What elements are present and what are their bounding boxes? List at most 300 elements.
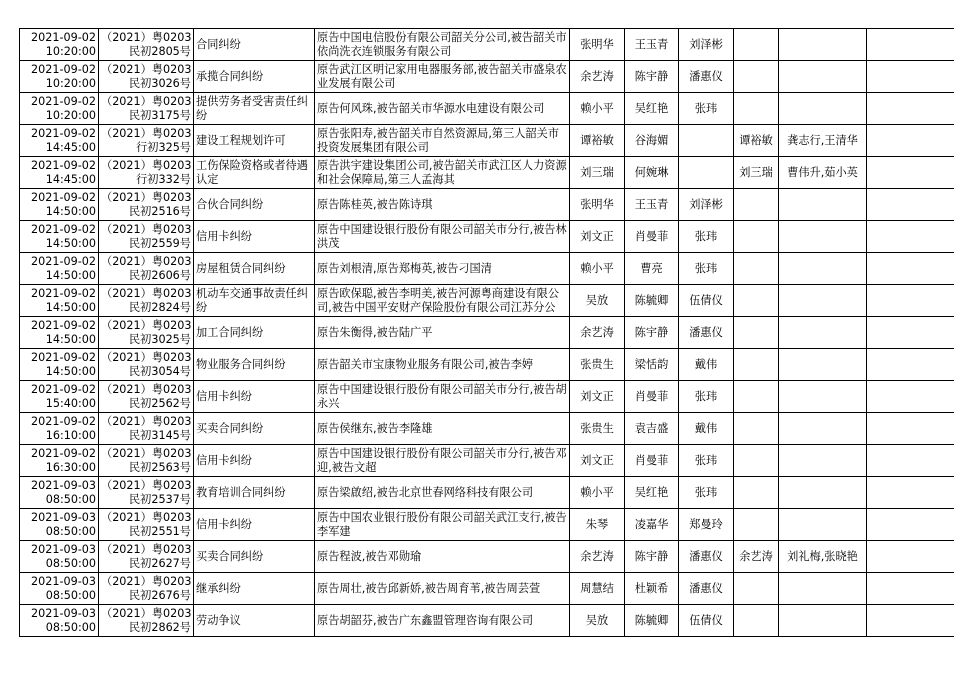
hearing-time: 14:50:00	[45, 204, 96, 218]
case-cause-cell	[194, 189, 315, 221]
judge-assistant-cell	[679, 317, 734, 349]
parties-text: 原告中国农业银行股份有限公司韶关武江支行,被告李军建	[317, 510, 567, 538]
judge-assistant-cell	[679, 157, 734, 189]
presiding-judge: 张明华	[580, 37, 614, 51]
parties-cell	[315, 253, 570, 285]
case-cause-cell	[194, 573, 315, 605]
presiding-judge: 赖小平	[580, 101, 614, 115]
case-cause: 信用卡纠纷	[196, 517, 252, 531]
extra-column-2-cell	[779, 157, 867, 189]
court-clerk-cell	[625, 285, 679, 317]
case-cause: 加工合同纠纷	[196, 325, 264, 339]
parties-cell	[315, 605, 570, 637]
hearing-time: 08:50:00	[45, 556, 96, 570]
judge-assistant-cell	[679, 61, 734, 93]
case-number-prefix: （2021）粤0203	[101, 446, 192, 460]
hearing-datetime-cell	[20, 93, 99, 125]
hearing-datetime-cell	[20, 189, 99, 221]
case-number-prefix: （2021）粤0203	[101, 286, 192, 300]
case-number-suffix: 民初2627号	[128, 556, 191, 570]
case-number-suffix: 民初3026号	[128, 76, 191, 90]
case-number-suffix: 民初2563号	[128, 460, 191, 474]
hearing-datetime-cell	[20, 285, 99, 317]
judge-assistant: 张玮	[694, 229, 718, 243]
parties-cell	[315, 477, 570, 509]
case-number-suffix: 民初3175号	[128, 108, 191, 122]
presiding-judge: 赖小平	[580, 485, 614, 499]
hearing-datetime-cell	[20, 541, 99, 573]
presiding-judge: 张贵生	[580, 421, 614, 435]
hearing-datetime-cell	[20, 125, 99, 157]
case-number-cell	[99, 253, 194, 285]
hearing-datetime-cell	[20, 445, 99, 477]
extra-column-2-cell	[779, 573, 867, 605]
hearing-time: 14:45:00	[45, 140, 96, 154]
judge-assistant: 张玮	[694, 101, 718, 115]
extra-column-1-cell	[734, 253, 779, 285]
table-row	[20, 29, 954, 61]
extra-column-3-cell	[867, 381, 954, 413]
court-clerk: 谷海媚	[634, 133, 669, 147]
case-number-cell	[99, 125, 194, 157]
case-number-cell	[99, 477, 194, 509]
extra-column-1-cell	[734, 509, 779, 541]
case-number-cell	[99, 317, 194, 349]
court-clerk-cell	[625, 189, 679, 221]
court-clerk-cell	[625, 381, 679, 413]
hearing-date: 2021-09-03	[30, 606, 96, 620]
case-number-suffix: 民初3145号	[128, 428, 191, 442]
court-clerk-cell	[625, 477, 679, 509]
court-clerk: 曹亮	[640, 261, 663, 275]
case-cause-cell	[194, 125, 315, 157]
judge-assistant: 郑曼玲	[689, 517, 723, 531]
judge-assistant-cell	[679, 605, 734, 637]
extra-column-3-cell	[867, 29, 954, 61]
court-clerk-cell	[625, 413, 679, 445]
extra-column-1-cell	[734, 285, 779, 317]
hearing-datetime-cell	[20, 413, 99, 445]
case-number-prefix: （2021）粤0203	[101, 126, 192, 140]
case-cause: 买卖合同纠纷	[196, 549, 264, 563]
judge-assistant: 张玮	[694, 261, 718, 275]
case-cause: 提供劳务者受害责任纠纷	[196, 94, 308, 122]
extra-column-1-cell	[734, 93, 779, 125]
presiding-judge: 余艺涛	[580, 549, 614, 563]
court-clerk: 王玉青	[634, 37, 669, 51]
case-cause-cell	[194, 253, 315, 285]
court-clerk-cell	[625, 157, 679, 189]
table-row	[20, 413, 954, 445]
hearing-time: 10:20:00	[45, 108, 96, 122]
case-number-prefix: （2021）粤0203	[101, 382, 192, 396]
hearing-datetime-cell	[20, 477, 99, 509]
case-number-cell	[99, 29, 194, 61]
extra-column-3-cell	[867, 285, 954, 317]
hearing-date: 2021-09-02	[30, 382, 96, 396]
hearing-date: 2021-09-02	[30, 30, 96, 44]
court-clerk: 陈宇静	[634, 325, 669, 339]
judge-assistant: 潘惠仪	[689, 581, 723, 595]
judge-assistant-cell	[679, 221, 734, 253]
case-cause: 买卖合同纠纷	[196, 421, 264, 435]
presiding-judge: 谭裕敏	[580, 133, 614, 147]
parties-cell	[315, 189, 570, 221]
judge-assistant-cell	[679, 573, 734, 605]
case-number-prefix: （2021）粤0203	[101, 414, 192, 428]
case-number-suffix: 民初3025号	[128, 332, 191, 346]
parties-text: 原告何风珠,被告韶关市华源水电建设有限公司	[317, 101, 545, 115]
parties-cell	[315, 573, 570, 605]
case-number-prefix: （2021）粤0203	[101, 542, 192, 556]
table-row	[20, 221, 954, 253]
court-clerk: 何婉琳	[634, 165, 669, 179]
presiding-judge-cell	[570, 381, 625, 413]
parties-text: 原告洪宇建设集团公司,被告韶关市武江区人力资源和社会保障局,第三人孟海其	[317, 158, 567, 186]
extra-column-1-cell	[734, 61, 779, 93]
judge-assistant-cell	[679, 381, 734, 413]
hearing-time: 08:50:00	[45, 588, 96, 602]
extra-column-2-cell	[779, 349, 867, 381]
extra-column-1: 谭裕敏	[739, 133, 773, 147]
extra-column-1-cell	[734, 221, 779, 253]
hearing-time: 10:20:00	[45, 76, 96, 90]
judge-assistant-cell	[679, 509, 734, 541]
hearing-date: 2021-09-02	[30, 414, 96, 428]
case-number-cell	[99, 61, 194, 93]
case-number-suffix: 民初2676号	[128, 588, 191, 602]
judge-assistant: 戴伟	[694, 357, 718, 371]
parties-text: 原告韶关市宝康物业服务有限公司,被告李婷	[317, 357, 534, 371]
hearing-date: 2021-09-03	[30, 574, 96, 588]
extra-column-3-cell	[867, 189, 954, 221]
hearing-time: 16:10:00	[45, 428, 96, 442]
presiding-judge: 吴放	[585, 293, 609, 307]
extra-column-3-cell	[867, 477, 954, 509]
court-clerk-cell	[625, 221, 679, 253]
hearing-date: 2021-09-02	[30, 190, 96, 204]
court-clerk-cell	[625, 573, 679, 605]
table-row	[20, 381, 954, 413]
case-number-cell	[99, 541, 194, 573]
extra-column-3-cell	[867, 509, 954, 541]
presiding-judge: 赖小平	[580, 261, 614, 275]
judge-assistant-cell	[679, 349, 734, 381]
extra-column-2-cell	[779, 477, 867, 509]
court-clerk: 杜颖希	[634, 581, 669, 595]
presiding-judge-cell	[570, 477, 625, 509]
case-cause: 承揽合同纠纷	[196, 69, 264, 83]
case-number-cell	[99, 445, 194, 477]
parties-cell	[315, 413, 570, 445]
presiding-judge-cell	[570, 157, 625, 189]
presiding-judge-cell	[570, 413, 625, 445]
case-cause-cell	[194, 285, 315, 317]
case-number-suffix: 民初2537号	[128, 492, 191, 506]
extra-column-2-cell	[779, 381, 867, 413]
court-clerk-cell	[625, 509, 679, 541]
extra-column-3-cell	[867, 221, 954, 253]
hearing-datetime-cell	[20, 605, 99, 637]
court-clerk-cell	[625, 349, 679, 381]
extra-column-2-cell	[779, 221, 867, 253]
presiding-judge: 余艺涛	[580, 69, 614, 83]
table-row	[20, 349, 954, 381]
case-number-cell	[99, 285, 194, 317]
court-schedule-table	[19, 28, 954, 637]
hearing-time: 08:50:00	[45, 524, 96, 538]
case-cause-cell	[194, 509, 315, 541]
judge-assistant: 潘惠仪	[689, 325, 723, 339]
parties-cell	[315, 541, 570, 573]
extra-column-1-cell	[734, 317, 779, 349]
presiding-judge-cell	[570, 61, 625, 93]
presiding-judge-cell	[570, 29, 625, 61]
presiding-judge: 刘文正	[580, 453, 614, 467]
case-number-suffix: 民初2559号	[128, 236, 191, 250]
presiding-judge-cell	[570, 285, 625, 317]
extra-column-1-cell	[734, 381, 779, 413]
presiding-judge-cell	[570, 221, 625, 253]
hearing-date: 2021-09-02	[30, 62, 96, 76]
case-number-suffix: 民初2516号	[128, 204, 191, 218]
hearing-datetime-cell	[20, 157, 99, 189]
table-row	[20, 253, 954, 285]
court-clerk-cell	[625, 605, 679, 637]
hearing-datetime-cell	[20, 253, 99, 285]
extra-column-1-cell	[734, 29, 779, 61]
judge-assistant: 张玮	[694, 389, 718, 403]
case-cause: 房屋租赁合同纠纷	[196, 261, 286, 275]
presiding-judge-cell	[570, 253, 625, 285]
extra-column-3-cell	[867, 61, 954, 93]
hearing-date: 2021-09-02	[30, 94, 96, 108]
extra-column-1-cell	[734, 605, 779, 637]
case-cause: 信用卡纠纷	[196, 389, 252, 403]
presiding-judge-cell	[570, 189, 625, 221]
presiding-judge: 刘文正	[580, 229, 614, 243]
extra-column-1: 刘三瑞	[739, 165, 773, 179]
parties-text: 原告欧保聪,被告李明美,被告河源粤商建设有限公司,被告中国平安财产保险股份有限公司江苏分公	[317, 286, 560, 314]
parties-text: 原告武江区明记家用电器服务部,被告韶关市盛泉农业发展有限公司	[317, 62, 567, 90]
judge-assistant: 张玮	[694, 485, 718, 499]
hearing-date: 2021-09-02	[30, 254, 96, 268]
case-cause-cell	[194, 477, 315, 509]
extra-column-1-cell	[734, 189, 779, 221]
court-clerk: 陈宇静	[634, 69, 669, 83]
extra-column-3-cell	[867, 157, 954, 189]
hearing-time: 14:50:00	[45, 364, 96, 378]
table-row	[20, 157, 954, 189]
case-number-suffix: 民初2805号	[128, 44, 191, 58]
case-number-prefix: （2021）粤0203	[101, 222, 192, 236]
hearing-datetime-cell	[20, 221, 99, 253]
case-cause-cell	[194, 29, 315, 61]
presiding-judge-cell	[570, 509, 625, 541]
case-number-suffix: 民初2551号	[128, 524, 191, 538]
extra-column-2-cell	[779, 445, 867, 477]
extra-column-3-cell	[867, 317, 954, 349]
table-row	[20, 93, 954, 125]
case-number-cell	[99, 509, 194, 541]
hearing-date: 2021-09-02	[30, 318, 96, 332]
table-row	[20, 189, 954, 221]
extra-column-3-cell	[867, 349, 954, 381]
extra-column-2: 曹伟升,茹小英	[787, 165, 858, 179]
parties-text: 原告中国建设银行股份有限公司韶关市分行,被告邓迎,被告文超	[317, 446, 567, 474]
table-row	[20, 317, 954, 349]
extra-column-2-cell	[779, 541, 867, 573]
case-number-suffix: 行初332号	[136, 172, 191, 186]
case-cause-cell	[194, 221, 315, 253]
case-number-suffix: 民初2562号	[128, 396, 191, 410]
hearing-datetime-cell	[20, 317, 99, 349]
extra-column-2-cell	[779, 29, 867, 61]
parties-cell	[315, 349, 570, 381]
case-number-cell	[99, 605, 194, 637]
court-clerk: 陈毓卿	[634, 293, 669, 307]
presiding-judge: 张明华	[580, 197, 614, 211]
parties-cell	[315, 221, 570, 253]
presiding-judge-cell	[570, 317, 625, 349]
case-number-prefix: （2021）粤0203	[101, 62, 192, 76]
hearing-date: 2021-09-02	[30, 222, 96, 236]
case-number-suffix: 民初2606号	[128, 268, 191, 282]
case-number-cell	[99, 381, 194, 413]
court-clerk: 凌嘉华	[634, 517, 669, 531]
presiding-judge-cell	[570, 93, 625, 125]
case-cause-cell	[194, 413, 315, 445]
extra-column-2-cell	[779, 605, 867, 637]
judge-assistant: 潘惠仪	[689, 549, 723, 563]
court-clerk-cell	[625, 445, 679, 477]
table-row	[20, 61, 954, 93]
presiding-judge: 周慧结	[580, 581, 614, 595]
extra-column-3-cell	[867, 605, 954, 637]
judge-assistant-cell	[679, 93, 734, 125]
case-cause-cell	[194, 157, 315, 189]
parties-cell	[315, 317, 570, 349]
extra-column-3-cell	[867, 445, 954, 477]
court-clerk: 吴红艳	[634, 485, 669, 499]
hearing-time: 14:50:00	[45, 300, 96, 314]
case-number-cell	[99, 413, 194, 445]
court-clerk-cell	[625, 61, 679, 93]
case-number-cell	[99, 93, 194, 125]
case-number-cell	[99, 157, 194, 189]
table-row	[20, 605, 954, 637]
judge-assistant: 伍倩仪	[689, 293, 723, 307]
judge-assistant-cell	[679, 189, 734, 221]
case-cause-cell	[194, 93, 315, 125]
judge-assistant: 伍倩仪	[689, 613, 723, 627]
parties-text: 原告朱衡得,被告陆广平	[317, 325, 433, 339]
court-clerk: 吴红艳	[634, 101, 669, 115]
judge-assistant: 刘泽彬	[689, 197, 723, 211]
extra-column-1: 余艺涛	[739, 549, 773, 563]
case-cause: 合同纠纷	[196, 37, 241, 51]
table-row	[20, 573, 954, 605]
case-cause: 机动车交通事故责任纠纷	[196, 286, 308, 314]
table-row	[20, 541, 954, 573]
court-clerk-cell	[625, 541, 679, 573]
table-row	[20, 285, 954, 317]
parties-text: 原告周壮,被告邱新娇,被告周育苇,被告周芸萱	[317, 581, 541, 595]
case-number-prefix: （2021）粤0203	[101, 94, 192, 108]
case-number-prefix: （2021）粤0203	[101, 510, 192, 524]
case-cause: 合伙合同纠纷	[196, 197, 264, 211]
extra-column-2-cell	[779, 317, 867, 349]
extra-column-3-cell	[867, 253, 954, 285]
extra-column-2: 龚志行,王清华	[787, 133, 858, 147]
parties-cell	[315, 93, 570, 125]
judge-assistant-cell	[679, 541, 734, 573]
parties-cell	[315, 61, 570, 93]
case-number-prefix: （2021）粤0203	[101, 30, 192, 44]
table-row	[20, 477, 954, 509]
hearing-datetime-cell	[20, 349, 99, 381]
judge-assistant: 刘泽彬	[689, 37, 723, 51]
court-clerk: 王玉青	[634, 197, 669, 211]
parties-cell	[315, 381, 570, 413]
case-number-cell	[99, 349, 194, 381]
hearing-date: 2021-09-03	[30, 478, 96, 492]
parties-cell	[315, 285, 570, 317]
court-clerk-cell	[625, 253, 679, 285]
judge-assistant: 戴伟	[694, 421, 718, 435]
case-cause-cell	[194, 605, 315, 637]
hearing-time: 08:50:00	[45, 620, 96, 634]
presiding-judge: 刘三瑞	[580, 165, 614, 179]
case-number-prefix: （2021）粤0203	[101, 574, 192, 588]
judge-assistant-cell	[679, 445, 734, 477]
case-cause: 建设工程规划许可	[196, 133, 286, 147]
parties-text: 原告侯继东,被告李隆雄	[317, 421, 433, 435]
case-cause: 继承纠纷	[196, 581, 241, 595]
case-cause-cell	[194, 349, 315, 381]
court-clerk-cell	[625, 125, 679, 157]
parties-text: 原告胡韶芬,被告广东鑫盟管理咨询有限公司	[317, 613, 534, 627]
case-number-suffix: 民初2862号	[128, 620, 191, 634]
extra-column-1-cell	[734, 573, 779, 605]
parties-cell	[315, 445, 570, 477]
hearing-date: 2021-09-02	[30, 158, 96, 172]
hearing-date: 2021-09-03	[30, 542, 96, 556]
extra-column-2-cell	[779, 509, 867, 541]
extra-column-2-cell	[779, 93, 867, 125]
case-cause: 信用卡纠纷	[196, 229, 252, 243]
hearing-time: 14:50:00	[45, 268, 96, 282]
court-clerk: 陈宇静	[634, 549, 669, 563]
parties-text: 原告刘根清,原告郑梅英,被告刁国清	[317, 261, 492, 275]
presiding-judge: 吴放	[585, 613, 609, 627]
parties-cell	[315, 157, 570, 189]
judge-assistant-cell	[679, 29, 734, 61]
case-number-prefix: （2021）粤0203	[101, 190, 192, 204]
extra-column-1-cell	[734, 125, 779, 157]
case-cause-cell	[194, 381, 315, 413]
hearing-time: 08:50:00	[45, 492, 96, 506]
case-cause-cell	[194, 317, 315, 349]
judge-assistant-cell	[679, 477, 734, 509]
case-number-prefix: （2021）粤0203	[101, 158, 192, 172]
hearing-date: 2021-09-02	[30, 126, 96, 140]
case-number-cell	[99, 189, 194, 221]
hearing-time: 14:45:00	[45, 172, 96, 186]
case-number-prefix: （2021）粤0203	[101, 254, 192, 268]
table-row	[20, 445, 954, 477]
case-cause-cell	[194, 541, 315, 573]
